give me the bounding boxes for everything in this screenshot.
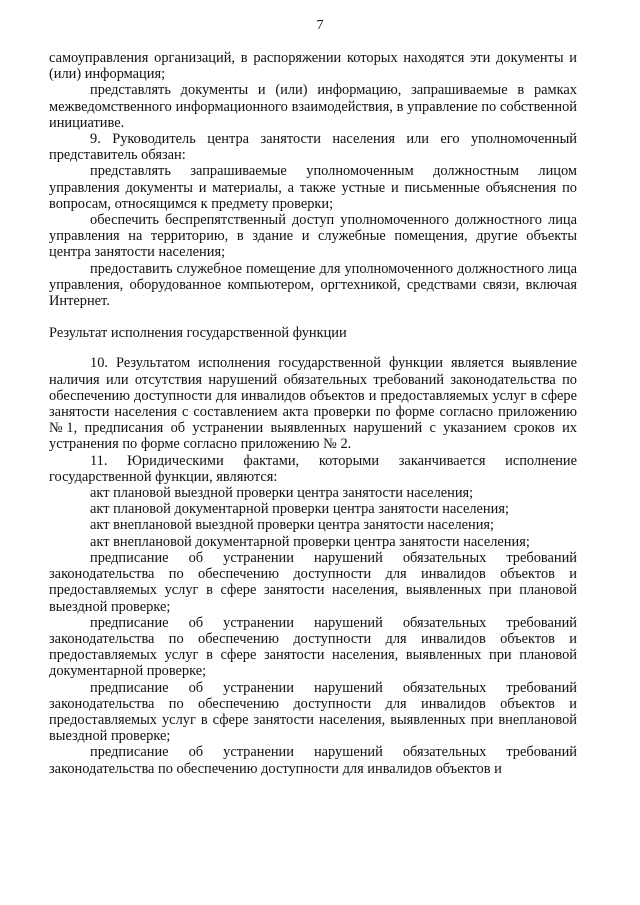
paragraph: представлять запрашиваемые уполномоченным должностным лицом управления документы и материалы, а также устные и письменные объяснения по вопросам, относящимся к предмету проверки; (49, 163, 577, 212)
document-body (49, 50, 577, 777)
section-heading: Результат исполнения государственной функции (49, 325, 347, 342)
paragraph: предоставить служебное помещение для уполномоченного должностного лица управления, оборудованное компьютером, оргтехникой, средствами связи, включая Интернет. (49, 260, 577, 310)
paragraph: 11. Юридическими фактами, которыми заканчивается исполнение государственной функции, являются: (49, 452, 577, 485)
paragraph: 9. Руководитель центра занятости населения или его уполномоченный представитель обязан: (49, 131, 577, 164)
list-item: предписание об устранении нарушений обязательных требований законодательства по обеспечению доступности для инвалидов объектов и предоставляемых услуг в сфере занятости населения, выявленных при плановой выездной проверке; (49, 549, 577, 615)
paragraph: 10. Результатом исполнения государственной функции является выявление наличия или отсутствия нарушений обязательных требований законодательства по обеспечению доступности для инвалидов объектов и предоставляемых услуг в сфере занятости населения с составлением акта проверки по форме согласно приложению №1, предписания об устранении выявленных нарушений с указанием сроков их устранения по форме согласно приложению № 2. (49, 355, 577, 453)
page-number: 7 (316, 18, 324, 33)
paragraph: представлять документы и (или) информацию, запрашиваемые в рамках межведомственного информационного взаимодействия, в управление по собственной инициативе. (49, 82, 577, 131)
list-item: акт внеплановой документарной проверки центра занятости населения; (90, 533, 530, 550)
list-item: акт плановой выездной проверки центра занятости населения; (90, 485, 474, 502)
list-item: акт плановой документарной проверки центра занятости населения; (90, 501, 509, 518)
list-item: предписание об устранении нарушений обязательных требований законодательства по обеспечению доступности для инвалидов объектов и (49, 744, 577, 777)
list-item: предписание об устранении нарушений обязательных требований законодательства по обеспечению доступности для инвалидов объектов и предоставляемых услуг в сфере занятости населения, выявленных при внеплановой выездной проверке; (49, 679, 577, 745)
paragraph: самоуправления организаций, в распоряжении которых находятся эти документы и (или) информация; (49, 50, 577, 83)
list-item: акт внеплановой выездной проверки центра занятости населения; (90, 517, 495, 534)
paragraphs-bottom (49, 355, 577, 776)
paragraphs-top (49, 50, 577, 309)
paragraph: обеспечить беспрепятственный доступ уполномоченного должностного лица управления на территорию, в здание и служебные помещения, другие объекты центра занятости населения; (49, 212, 577, 261)
list-item: предписание об устранении нарушений обязательных требований законодательства по обеспечению доступности для инвалидов объектов и предоставляемых услуг в сфере занятости населения, выявленных при плановой документарной проверке; (49, 614, 577, 680)
